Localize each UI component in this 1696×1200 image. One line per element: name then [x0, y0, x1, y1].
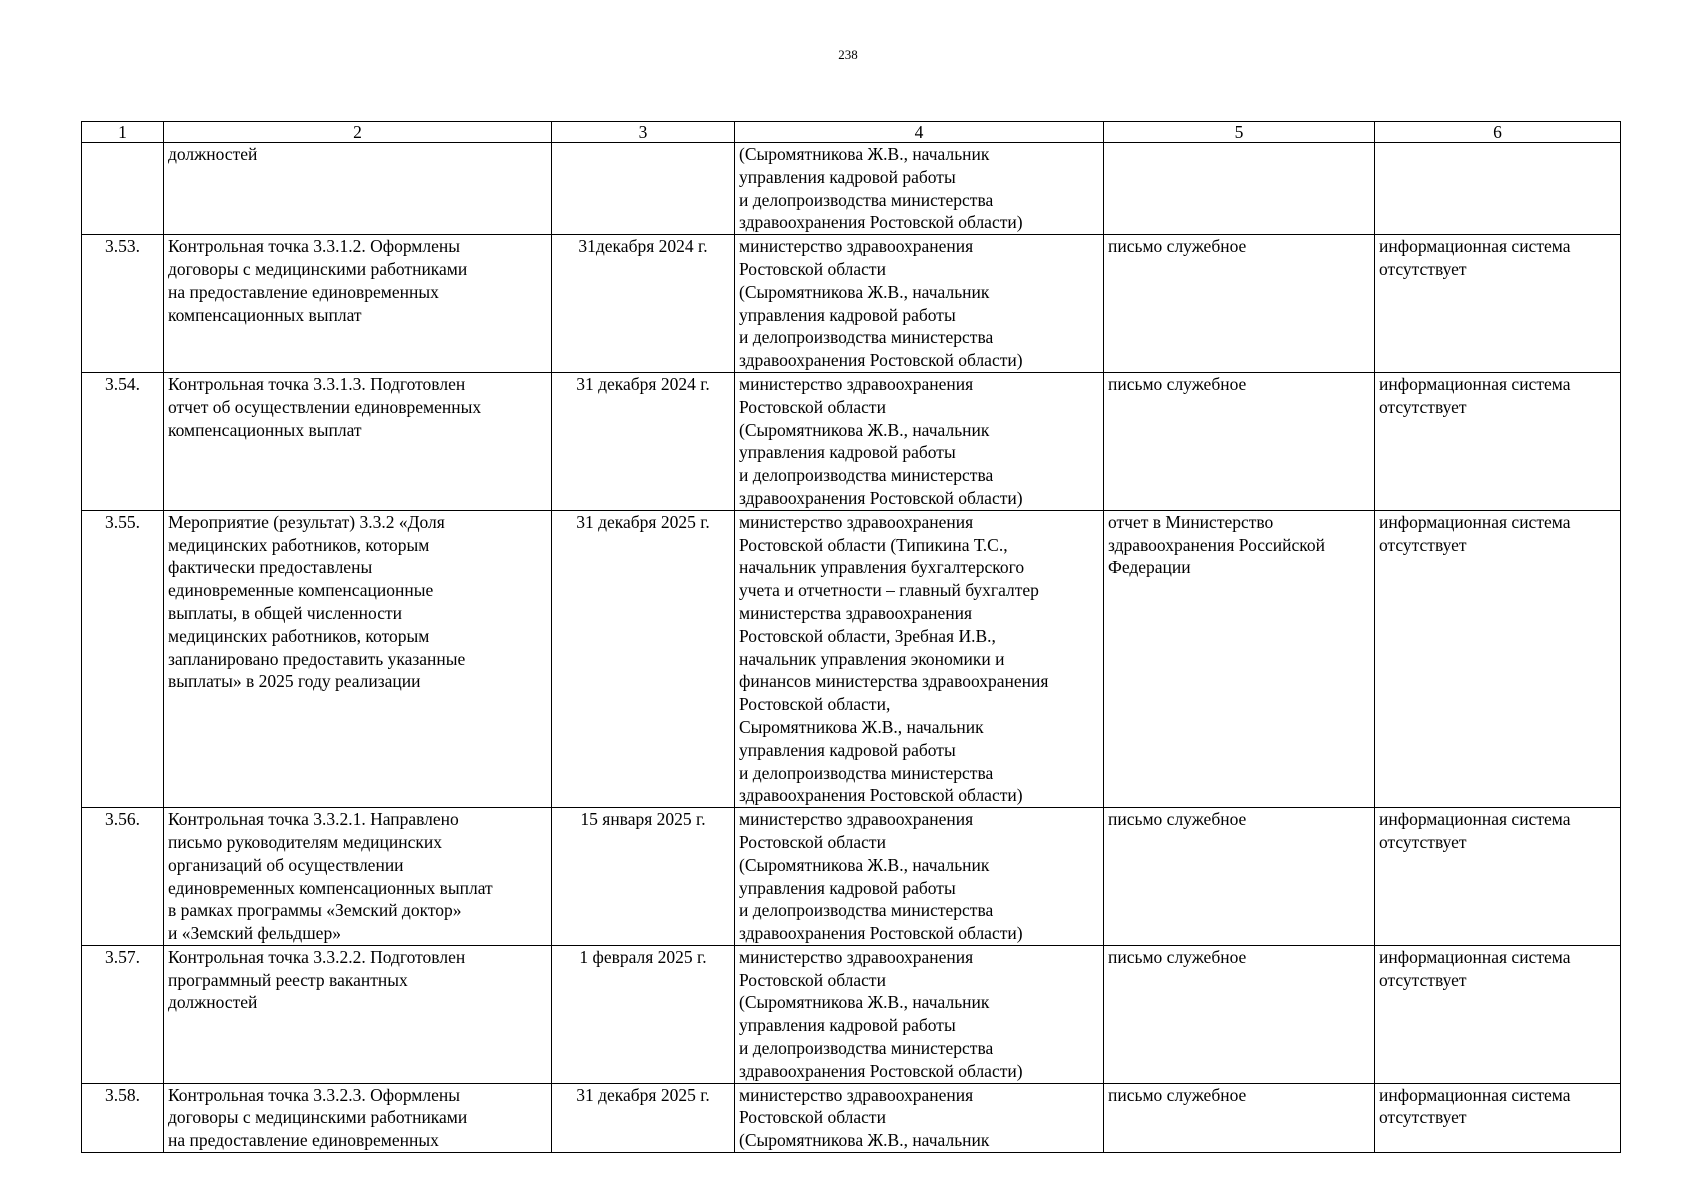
- event-cell: Контрольная точка 3.3.1.2. Оформлены договоры с медицинскими работниками на предоставление единовременных компенсационных выплат: [164, 235, 552, 373]
- table-row: [82, 235, 1621, 373]
- table-row: [82, 143, 1621, 235]
- header-row: [82, 122, 1621, 143]
- table-row: [82, 372, 1621, 510]
- responsible-cell: министерство здравоохранения Ростовской области (Типикина Т.С., начальник управления бухгалтерского учета и отчетности – главный бухгалтер министерства здравоохранения Ростовской области, Зребная И.В., начальник управления экономики и финансов министерства здравоохранения Ростовской области, Сыромятникова Ж.В., начальник управления кадровой работы и делопроизводства министерства здравоохранения Ростовской области): [735, 510, 1104, 807]
- document-table: [81, 121, 1621, 1153]
- row-number: 3.56.: [82, 808, 164, 946]
- table-row: [82, 808, 1621, 946]
- document-type-cell: отчет в Министерство здравоохранения Российской Федерации: [1104, 510, 1375, 807]
- column-header: 4: [735, 122, 1104, 143]
- column-header: 2: [164, 122, 552, 143]
- info-system-cell: информационная система отсутствует: [1375, 1083, 1621, 1152]
- responsible-cell: (Сыромятникова Ж.В., начальник управления кадровой работы и делопроизводства министерства здравоохранения Ростовской области): [735, 143, 1104, 235]
- responsible-cell: министерство здравоохранения Ростовской области (Сыромятникова Ж.В., начальник управления кадровой работы и делопроизводства министерства здравоохранения Ростовской области): [735, 808, 1104, 946]
- event-cell: должностей: [164, 143, 552, 235]
- responsible-cell: министерство здравоохранения Ростовской области (Сыромятникова Ж.В., начальник управления кадровой работы и делопроизводства министерства здравоохранения Ростовской области): [735, 372, 1104, 510]
- document-type-cell: письмо служебное: [1104, 235, 1375, 373]
- column-header: 6: [1375, 122, 1621, 143]
- deadline-cell: 1 февраля 2025 г.: [552, 945, 735, 1083]
- document-type-cell: письмо служебное: [1104, 1083, 1375, 1152]
- deadline-cell: 31 декабря 2025 г.: [552, 510, 735, 807]
- column-header: 1: [82, 122, 164, 143]
- column-header: 5: [1104, 122, 1375, 143]
- table-row: [82, 510, 1621, 807]
- info-system-cell: информационная система отсутствует: [1375, 510, 1621, 807]
- info-system-cell: информационная система отсутствует: [1375, 808, 1621, 946]
- deadline-cell: 31 декабря 2025 г.: [552, 1083, 735, 1152]
- row-number: 3.53.: [82, 235, 164, 373]
- event-cell: Контрольная точка 3.3.1.3. Подготовлен отчет об осуществлении единовременных компенсационных выплат: [164, 372, 552, 510]
- event-cell: Контрольная точка 3.3.2.2. Подготовлен программный реестр вакантных должностей: [164, 945, 552, 1083]
- document-type-cell: письмо служебное: [1104, 945, 1375, 1083]
- row-number: 3.54.: [82, 372, 164, 510]
- row-number: 3.55.: [82, 510, 164, 807]
- document-type-cell: письмо служебное: [1104, 372, 1375, 510]
- responsible-cell: министерство здравоохранения Ростовской области (Сыромятникова Ж.В., начальник: [735, 1083, 1104, 1152]
- page-number: 238: [838, 47, 858, 62]
- deadline-cell: 15 января 2025 г.: [552, 808, 735, 946]
- info-system-cell: информационная система отсутствует: [1375, 235, 1621, 373]
- info-system-cell: [1375, 143, 1621, 235]
- document-type-cell: [1104, 143, 1375, 235]
- event-cell: Контрольная точка 3.3.2.3. Оформлены договоры с медицинскими работниками на предоставление единовременных: [164, 1083, 552, 1152]
- info-system-cell: информационная система отсутствует: [1375, 372, 1621, 510]
- table-row: [82, 1083, 1621, 1152]
- row-number: 3.58.: [82, 1083, 164, 1152]
- row-number: [82, 143, 164, 235]
- row-number: 3.57.: [82, 945, 164, 1083]
- column-header: 3: [552, 122, 735, 143]
- event-cell: Мероприятие (результат) 3.3.2 «Доля медицинских работников, которым фактически предоставлены единовременные компенсационные выплаты, в общей численности медицинских работников, которым запланировано предоставить указанные выплаты» в 2025 году реализации: [164, 510, 552, 807]
- deadline-cell: [552, 143, 735, 235]
- info-system-cell: информационная система отсутствует: [1375, 945, 1621, 1083]
- deadline-cell: 31декабря 2024 г.: [552, 235, 735, 373]
- document-type-cell: письмо служебное: [1104, 808, 1375, 946]
- responsible-cell: министерство здравоохранения Ростовской области (Сыромятникова Ж.В., начальник управления кадровой работы и делопроизводства министерства здравоохранения Ростовской области): [735, 945, 1104, 1083]
- deadline-cell: 31 декабря 2024 г.: [552, 372, 735, 510]
- table-row: [82, 945, 1621, 1083]
- event-cell: Контрольная точка 3.3.2.1. Направлено письмо руководителям медицинских организаций об осуществлении единовременных компенсационных выплат в рамках программы «Земский доктор» и «Земский фельдшер»: [164, 808, 552, 946]
- responsible-cell: министерство здравоохранения Ростовской области (Сыромятникова Ж.В., начальник управления кадровой работы и делопроизводства министерства здравоохранения Ростовской области): [735, 235, 1104, 373]
